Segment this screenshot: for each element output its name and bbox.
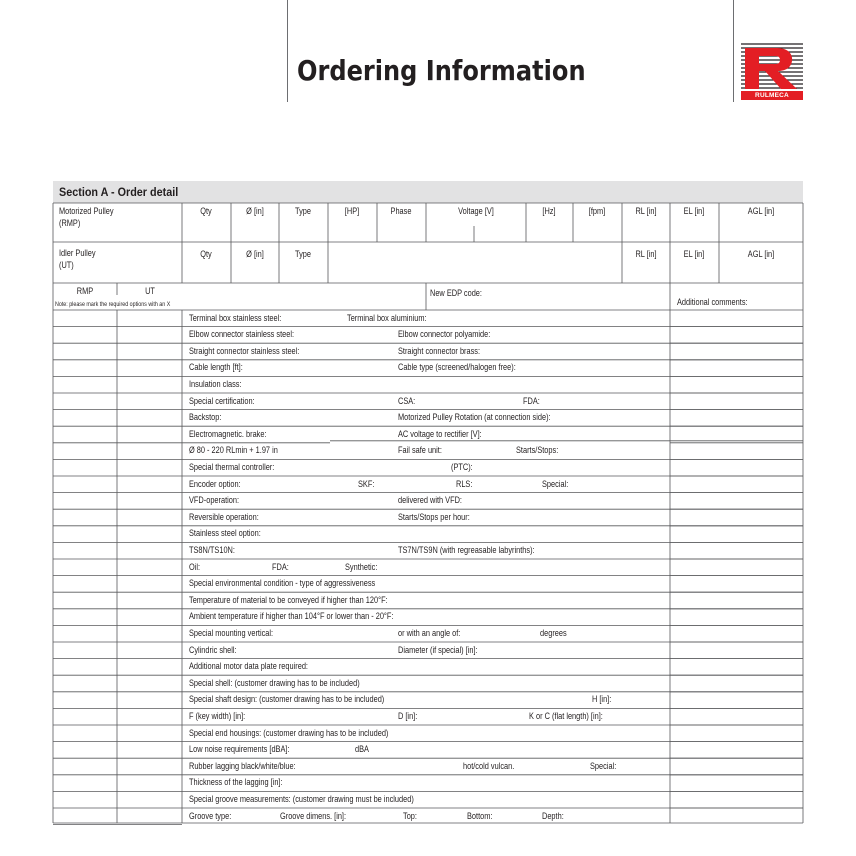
option-label: Fail safe unit:: [398, 445, 442, 456]
option-label: Special:: [542, 478, 569, 489]
rmp-column-header: Voltage [V]: [458, 206, 494, 216]
rmp-column-header: [Hz]: [542, 206, 556, 216]
option-label: Encoder option:: [189, 478, 241, 489]
option-label: Motorized Pulley Rotation (at connection side):: [398, 412, 551, 423]
option-label: H [in]:: [592, 694, 612, 705]
option-label: dBA: [355, 744, 369, 755]
ut-sublabel: (UT): [59, 260, 74, 270]
option-label: K or C (flat length) [in]:: [529, 710, 603, 721]
option-label: Temperature of material to be conveyed if higher than 120°F:: [189, 594, 388, 605]
ut-column-header: RL [in]: [635, 249, 657, 259]
option-label: (PTC):: [451, 461, 473, 472]
option-label: Special certification:: [189, 395, 255, 406]
option-label: Oil:: [189, 561, 201, 572]
option-label: Special groove measurements: (customer drawing must be included): [189, 793, 414, 804]
option-label: TS8N/TS10N:: [189, 544, 235, 555]
option-label: Special shaft design: (customer drawing has to be included): [189, 694, 385, 705]
rmp-column-header: Ø [in]: [246, 206, 264, 216]
option-label: Cable length [ft]:: [189, 362, 243, 373]
additional-comments-label: Additional comments:: [677, 297, 748, 307]
rmp-column-header: EL [in]: [683, 206, 705, 216]
option-label: Depth:: [542, 810, 564, 821]
options-note: Note: please mark the required options with an X: [55, 301, 171, 308]
rmp-column-header: [HP]: [344, 206, 360, 216]
rmp-column-header: AGL [in]: [747, 206, 775, 216]
page-title: Ordering Information: [297, 54, 586, 87]
option-label: Special:: [590, 760, 617, 771]
option-label: TS7N/TS9N (with regreasable labyrinths):: [398, 544, 535, 555]
ut-checkbox-header: UT: [145, 286, 155, 296]
option-label: Cylindric shell:: [189, 644, 237, 655]
option-label: Ambient temperature if higher than 104°F or lower than - 20°F:: [189, 611, 394, 622]
option-label: Straight connector brass:: [398, 345, 481, 356]
option-label: F (key width) [in]:: [189, 710, 246, 721]
logo-wordmark: RULMECA: [741, 91, 803, 100]
section-title: Section A - Order detail: [59, 185, 179, 199]
option-label: SKF:: [358, 478, 375, 489]
option-label: FDA:: [523, 395, 540, 406]
option-label: Low noise requirements [dBA]:: [189, 744, 290, 755]
option-label: Backstop:: [189, 412, 222, 423]
option-label: Ø 80 - 220 RLmin + 1.97 in: [189, 445, 278, 456]
option-label: hot/cold vulcan.: [463, 760, 515, 771]
option-label: Groove type:: [189, 810, 232, 821]
option-label: Special end housings: (customer drawing has to be included): [189, 727, 389, 738]
option-label: Top:: [403, 810, 417, 821]
option-label: CSA:: [398, 395, 416, 406]
option-label: Special thermal controller:: [189, 461, 275, 472]
option-label: Thickness of the lagging [in]:: [189, 777, 283, 788]
rmp-checkbox-header: RMP: [76, 286, 94, 296]
option-label: Special environmental condition - type of aggressiveness: [189, 578, 376, 589]
option-label: Starts/Stops:: [516, 445, 559, 456]
option-label: Insulation class:: [189, 378, 242, 389]
option-label: Terminal box aluminium:: [347, 312, 427, 323]
option-label: Stainless steel option:: [189, 528, 261, 539]
option-label: Cable type (screened/halogen free):: [398, 362, 516, 373]
rmp-column-header: RL [in]: [635, 206, 657, 216]
rmp-column-header: Phase: [390, 206, 412, 216]
option-label: Bottom:: [467, 810, 493, 821]
option-label: degrees: [540, 627, 567, 638]
option-label: D [in]:: [398, 710, 418, 721]
rmp-sublabel: (RMP): [59, 218, 81, 228]
option-label: RLS:: [456, 478, 473, 489]
rmp-column-header: Qty: [200, 206, 212, 216]
ut-column-header: Type: [294, 249, 311, 259]
option-label: Synthetic:: [345, 561, 378, 572]
option-label: Straight connector stainless steel:: [189, 345, 300, 356]
ut-label: Idler Pulley: [59, 248, 96, 258]
option-label: or with an angle of:: [398, 627, 461, 638]
option-label: Reversible operation:: [189, 511, 259, 522]
option-label: Electromagnetic. brake:: [189, 428, 267, 439]
option-label: Rubber lagging black/white/blue:: [189, 760, 296, 771]
option-label: Elbow connector polyamide:: [398, 329, 491, 340]
option-label: Special shell: (customer drawing has to be included): [189, 677, 360, 688]
option-label: Additional motor data plate required:: [189, 661, 308, 672]
option-label: Diameter (if special) [in]:: [398, 644, 478, 655]
rmp-column-header: [fpm]: [588, 206, 606, 216]
ut-column-header: Ø [in]: [246, 249, 264, 259]
edp-code-label: New EDP code:: [430, 288, 482, 298]
option-label: Groove dimens. [in]:: [280, 810, 347, 821]
option-label: VFD-operation:: [189, 495, 240, 506]
option-label: Elbow connector stainless steel:: [189, 329, 295, 340]
option-label: Starts/Stops per hour:: [398, 511, 470, 522]
ut-column-header: AGL [in]: [747, 249, 775, 259]
rmp-column-header: Type: [294, 206, 311, 216]
rmp-label: Motorized Pulley: [59, 206, 114, 216]
ut-column-header: Qty: [200, 249, 212, 259]
option-label: delivered with VFD:: [398, 495, 462, 506]
ut-column-header: EL [in]: [683, 249, 705, 259]
option-label: AC voltage to rectifier [V]:: [398, 428, 482, 439]
option-label: Special mounting vertical:: [189, 627, 274, 638]
option-label: Terminal box stainless steel:: [189, 312, 282, 323]
option-label: FDA:: [272, 561, 289, 572]
